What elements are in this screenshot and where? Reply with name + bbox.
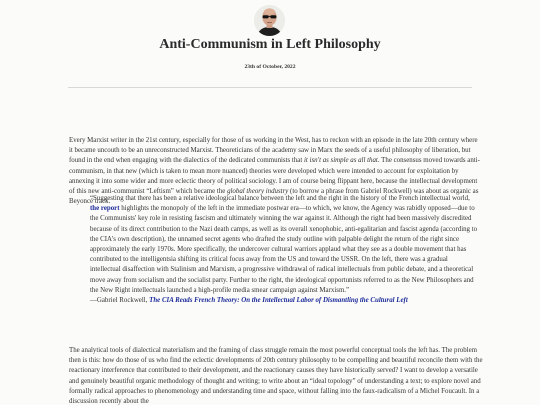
paragraph-text: Every Marxist writer in the 21st century, especially for those of us working in the West, has to reckon with an episode in the late 20th century where it became uncouth to be an unreconstructed Marxist. Theoreticians of the academy saw in Marx the seeds of a useful philosophy of liberation, but found in the end when engaging with the dialectics of the dedicated communists that <box>69 137 478 165</box>
the-report-link[interactable]: the report <box>90 205 120 213</box>
block-quote <box>90 194 478 306</box>
avatar-image <box>254 5 285 36</box>
paragraph-analysis: The analytical tools of dialectical materialism and the framing of class struggle remain the most powerful conceptual tools the left has. The problem then is this: how do those of us who find the eclectic developments of 20th century philosophy to be compelling and beautiful reconcile them with the reactionary interference that contributed to their development, and the reactionary causes they have historically served? I want to develop a versatile and genuinely beautiful organic methodology of thought and writing; to write about an “ideal topology” of understanding a text; to explore novel and formally radical approaches to phenomenology and understanding time and space, without falling into the faux-radicalism of a Michel Foucault. In a discussion recently about the <box>69 347 483 405</box>
divider <box>68 87 472 88</box>
quote-text: highlights the monopoly of the left in the immediate postwar era—to which, we know, the Agency was rabidly opposed—due to the Communists' key role in resisting fascism and ultimately winning the war against it. Although the right had been massively discredited because of its direct contribution to the Nazi death camps, as well as its overall xenophobic, anti-egalitarian and fascist agenda (according to the CIA's own description), the unnamed secret agents who drafted the study outline with palpable delight the return of the right since approximately the early 1970s. More specifically, the undercover cultural warriors applaud what they see as a double movement that has contributed to the intelligentsia shifting its critical focus away from the US and toward the USSR. On the left, there was a gradual intellectual disaffection with Stalinism and Marxism, a progressive withdrawal of radical intellectuals from public debate, and a theoretical move away from socialism and the socialist party. Further to the right, the ideological opportunists referred to as the New Philosophers and the New Right intellectuals launched a high-profile media smear campaign against Marxism.” <box>90 205 478 294</box>
publish-date: 23th of October, 2022 <box>244 64 296 70</box>
avatar[interactable] <box>254 5 285 36</box>
paragraph-text: . The consensus moved towards anti-communism, in that new (which is taken to mean more nuanced) theories were developed which were intended to account for exploitation by annexing it into some wider and more eclectic theory of political sociology. I am of course being flippant here, because the intellectual development of this new anti-communist “Leftism” which became the <box>69 157 480 196</box>
page-title: Anti-Communism in Left Philosophy <box>159 37 381 52</box>
emphasis-text: it isn't as simple as all that <box>304 157 378 165</box>
book-title-link[interactable]: The CIA Reads French Theory: On the Intellectual Labor of Dismantling the Cultural Left <box>149 297 408 305</box>
paragraph-text: (to borrow a phrase from Gabriel Rockwell) was about as organic as Beyoncé track. <box>69 188 479 206</box>
quote-text: “Suggesting that there has been a relative ideological balance between the left and the right in the history of the French intellectual world, <box>90 195 470 202</box>
emphasis-text: global theory industry <box>227 188 289 196</box>
quote-attribution: —Gabriel Rockwell, <box>90 297 150 305</box>
